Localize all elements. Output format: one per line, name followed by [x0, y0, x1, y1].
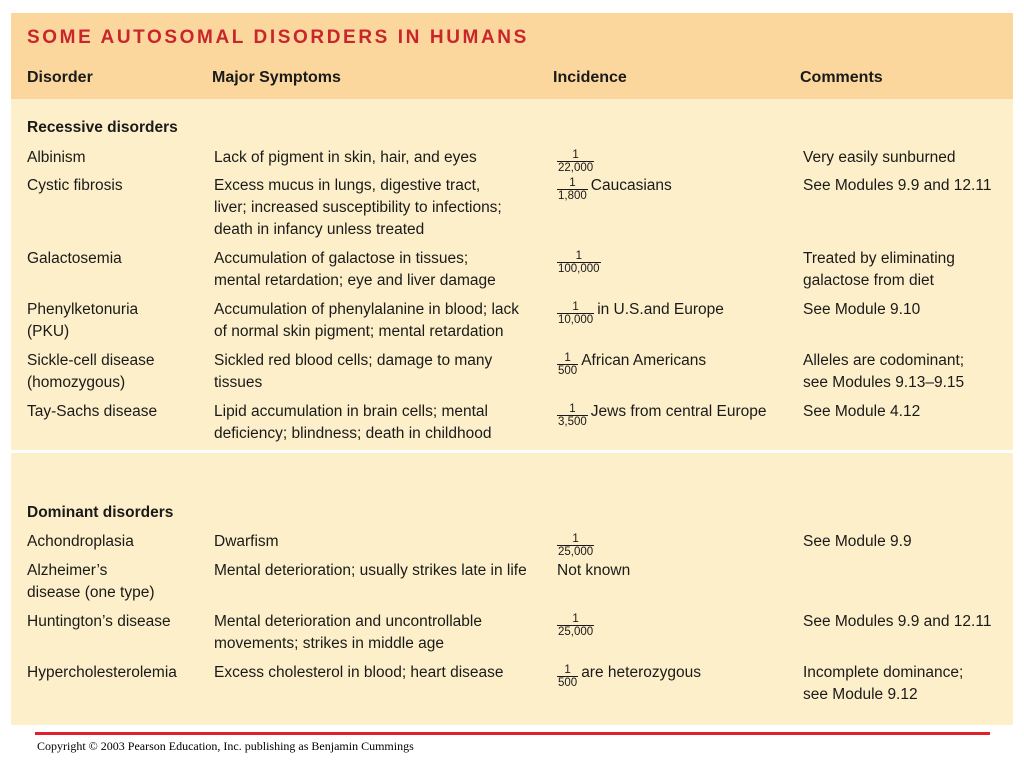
fraction-denominator: 22,000: [558, 162, 594, 174]
comments-text: Alleles are codominant; see Modules 9.13–9.15: [803, 352, 965, 391]
comments-text: See Modules 9.9 and 12.11: [803, 613, 992, 630]
fraction-numerator: 1: [557, 664, 578, 677]
disorder-name: Huntington’s disease: [27, 613, 171, 630]
section-divider: [11, 450, 1013, 453]
incidence-note: African Americans: [581, 352, 707, 369]
disorder-name: Albinism: [27, 149, 86, 166]
comments-text: See Module 4.12: [803, 403, 921, 420]
symptoms-text: Accumulation of galactose in tissues; mental retardation; eye and liver damage: [214, 250, 496, 289]
disorders-table: [11, 13, 1013, 725]
fraction-denominator: 1,800: [558, 190, 587, 202]
fraction-numerator: 1: [557, 301, 594, 314]
incidence-cell: [557, 531, 597, 558]
incidence-note: are heterozygous: [581, 664, 701, 681]
incidence-note: in U.S.and Europe: [597, 301, 724, 318]
copyright-notice: Copyright © 2003 Pearson Education, Inc. publishing as Benjamin Cummings: [37, 739, 414, 753]
incidence-cell: [557, 350, 706, 377]
fraction-numerator: 1: [557, 177, 588, 190]
fraction-numerator: 1: [557, 250, 601, 263]
comments-text: See Modules 9.9 and 12.11: [803, 177, 992, 194]
incidence-fraction: [557, 533, 594, 558]
disorder-name: Phenylketonuria (PKU): [27, 301, 139, 340]
incidence-note: Not known: [557, 562, 631, 579]
symptoms-text: Dwarfism: [214, 533, 279, 550]
footer-rule: [35, 732, 990, 735]
incidence-cell: [557, 401, 767, 428]
comments-text: Very easily sunburned: [803, 149, 956, 166]
fraction-numerator: 1: [557, 613, 594, 626]
comments-text: Incomplete dominance; see Module 9.12: [803, 664, 964, 703]
incidence-note: Jews from central Europe: [590, 403, 767, 420]
fraction-denominator: 10,000: [558, 314, 594, 326]
incidence-fraction: [557, 664, 578, 689]
symptoms-text: Mental deterioration and uncontrollable movements; strikes in middle age: [214, 613, 482, 652]
table-title: SOME AUTOSOMAL DISORDERS IN HUMANS: [27, 27, 529, 48]
fraction-denominator: 25,000: [558, 626, 594, 638]
symptoms-text: Excess mucus in lungs, digestive tract, liver; increased susceptibility to infections; death in infancy unless treated: [214, 177, 502, 238]
symptoms-text: Accumulation of phenylalanine in blood; lack of normal skin pigment; mental retardation: [214, 301, 520, 340]
table-header-band: [11, 13, 1013, 99]
symptoms-text: Mental deterioration; usually strikes late in life: [214, 562, 527, 579]
symptoms-text: Lipid accumulation in brain cells; mental deficiency; blindness; death in childhood: [214, 403, 492, 442]
disorder-name: Alzheimer’s disease (one type): [27, 562, 155, 601]
section-heading-recessive: Recessive disorders: [27, 119, 178, 136]
incidence-fraction: [557, 250, 601, 275]
incidence-cell: [557, 662, 701, 689]
incidence-fraction: [557, 403, 588, 428]
fraction-denominator: 500: [558, 365, 578, 377]
disorder-name: Achondroplasia: [27, 533, 134, 550]
symptoms-text: Lack of pigment in skin, hair, and eyes: [214, 149, 477, 166]
incidence-fraction: [557, 613, 594, 638]
incidence-fraction: [557, 149, 594, 174]
column-header-symptoms: Major Symptoms: [212, 69, 341, 86]
incidence-cell: [557, 147, 597, 174]
incidence-cell: [557, 175, 672, 202]
disorder-name: Tay-Sachs disease: [27, 403, 158, 420]
fraction-numerator: 1: [557, 533, 594, 546]
disorder-name: Sickle-cell disease (homozygous): [27, 352, 155, 391]
incidence-cell: [557, 611, 597, 638]
comments-text: See Module 9.10: [803, 301, 921, 318]
column-header-comments: Comments: [800, 69, 883, 86]
incidence-cell: [557, 299, 724, 326]
fraction-numerator: 1: [557, 149, 594, 162]
symptoms-text: Excess cholesterol in blood; heart disease: [214, 664, 504, 681]
symptoms-text: Sickled red blood cells; damage to many tissues: [214, 352, 493, 391]
fraction-denominator: 25,000: [558, 546, 594, 558]
incidence-note: Caucasians: [590, 177, 672, 194]
fraction-denominator: 3,500: [558, 416, 587, 428]
incidence-cell: [557, 248, 604, 275]
section-heading-dominant: Dominant disorders: [27, 504, 174, 521]
incidence-fraction: [557, 352, 578, 377]
incidence-fraction: [557, 301, 594, 326]
comments-text: Treated by eliminating galactose from diet: [803, 250, 955, 289]
comments-text: See Module 9.9: [803, 533, 912, 550]
fraction-denominator: 500: [558, 677, 578, 689]
disorder-name: Cystic fibrosis: [27, 177, 123, 194]
fraction-numerator: 1: [557, 403, 588, 416]
disorder-name: Hypercholesterolemia: [27, 664, 177, 681]
fraction-numerator: 1: [557, 352, 578, 365]
column-header-disorder: Disorder: [27, 69, 93, 86]
fraction-denominator: 100,000: [558, 263, 600, 275]
column-header-incidence: Incidence: [553, 69, 627, 86]
incidence-fraction: [557, 177, 588, 202]
disorder-name: Galactosemia: [27, 250, 122, 267]
incidence-cell: [557, 560, 630, 582]
